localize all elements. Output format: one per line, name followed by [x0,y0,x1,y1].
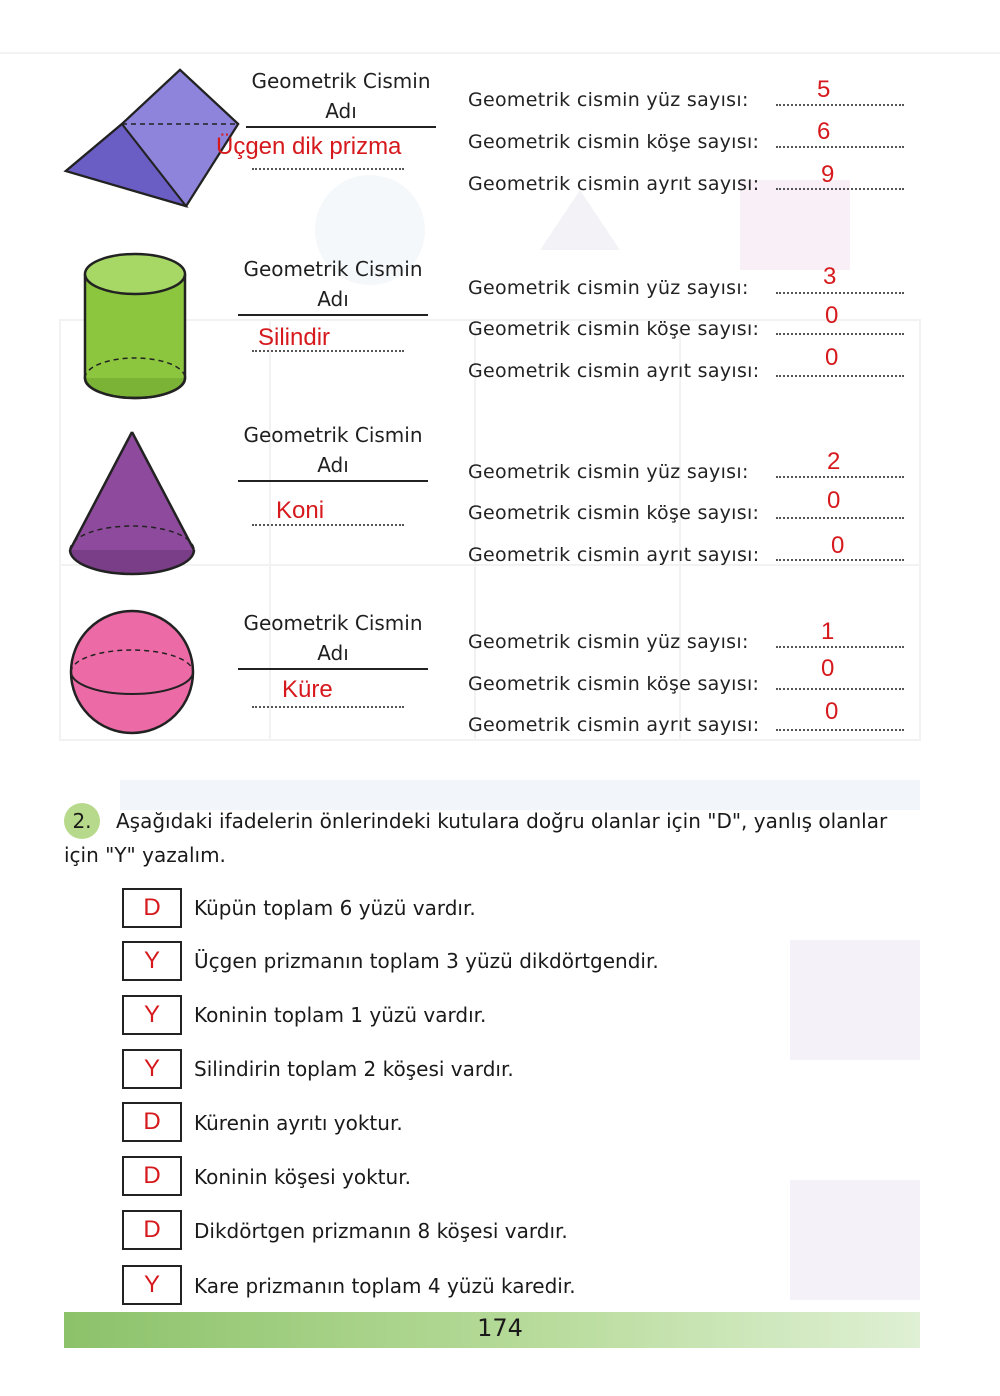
solid-2-edge-label: Geometrik cismin ayrıt sayısı: [468,360,760,382]
solid-1-face-label: Geometrik cismin yüz sayısı: [468,89,749,111]
solid-1-face-dots [776,104,904,106]
cylinder-illustration [82,252,188,402]
solid-3-name-block [238,420,428,482]
answer-box-6[interactable]: D [122,1156,182,1196]
solid-4-face-dots [776,646,904,648]
solid-2-face-value[interactable]: 3 [823,263,837,290]
solid-1-edge-label: Geometrik cismin ayrıt sayısı: [468,173,760,195]
solid-2-face-dots [776,292,904,294]
statement-8: Kare prizmanın toplam 4 yüzü karedir. [194,1274,576,1298]
solid-3-face-dots [776,476,904,478]
solid-3-vertex-dots [776,517,904,519]
solid-2-vertex-label: Geometrik cismin köşe sayısı: [468,318,760,340]
cone-illustration [66,428,198,578]
solid-3-title-line2: Adı [317,453,349,477]
page-number: 174 [477,1314,523,1342]
statement-5: Kürenin ayrıtı yoktur. [194,1111,403,1135]
answer-box-4[interactable]: Y [122,1049,182,1089]
solid-4-face-value[interactable]: 1 [821,618,835,645]
solid-2-vertex-value[interactable]: 0 [825,302,839,329]
solid-3-answer-line [252,524,404,526]
sphere-illustration [68,608,196,736]
solid-4-edge-label: Geometrik cismin ayrıt sayısı: [468,714,760,736]
solid-3-name-underline [238,480,428,482]
solid-2-vertex-dots [776,333,904,335]
answer-box-3[interactable]: Y [122,995,182,1035]
solid-1-edge-dots [776,188,904,190]
solid-2-name-underline [238,314,428,316]
solid-2-edge-value[interactable]: 0 [825,344,839,371]
solid-1-title-line2: Adı [325,99,357,123]
solid-2-edge-dots [776,375,904,377]
solid-4-edge-dots [776,729,904,731]
solid-4-face-label: Geometrik cismin yüz sayısı: [468,631,749,653]
question-2-instruction-line1: Aşağıdaki ifadelerin önlerindeki kutulara doğru olanlar için "D", yanlış olanlar [116,809,888,833]
solid-4-name-block [238,608,428,670]
solid-1-face-value[interactable]: 5 [817,76,831,103]
statement-6: Koninin köşesi yoktur. [194,1165,411,1189]
solid-1-vertex-value[interactable]: 6 [817,118,831,145]
statement-7: Dikdörtgen prizmanın 8 köşesi vardır. [194,1219,568,1243]
question-2-instruction-line2: için "Y" yazalım. [64,843,226,867]
statement-1: Küpün toplam 6 yüzü vardır. [194,896,476,920]
answer-box-1[interactable]: D [122,888,182,928]
solid-2-answer[interactable]: Silindir [258,324,331,351]
solid-4-edge-value[interactable]: 0 [825,698,839,725]
solid-4-answer[interactable]: Küre [282,676,333,703]
statement-3: Koninin toplam 1 yüzü vardır. [194,1003,487,1027]
solid-3-face-value[interactable]: 2 [827,448,841,475]
solid-3-vertex-value[interactable]: 0 [827,487,841,514]
solid-1-vertex-dots [776,146,904,148]
solid-1-edge-value[interactable]: 9 [821,161,835,188]
solid-1-vertex-label: Geometrik cismin köşe sayısı: [468,131,760,153]
solid-4-title-line1: Geometrik Cismin [243,611,423,635]
solid-1-answer-line [252,168,404,170]
triangular-prism-illustration [62,66,242,211]
solid-4-vertex-value[interactable]: 0 [821,655,835,682]
solid-1-name-block [246,66,436,128]
solid-4-vertex-label: Geometrik cismin köşe sayısı: [468,673,760,695]
solid-2-face-label: Geometrik cismin yüz sayısı: [468,277,749,299]
statement-2: Üçgen prizmanın toplam 3 yüzü dikdörtgendir. [194,949,659,973]
question-number-badge: 2. [64,803,100,839]
solid-1-name-underline [246,126,436,128]
solid-3-vertex-label: Geometrik cismin köşe sayısı: [468,502,760,524]
statement-4: Silindirin toplam 2 köşesi vardır. [194,1057,514,1081]
solid-2-name-block [238,254,428,316]
answer-box-2[interactable]: Y [122,941,182,981]
solid-2-title-line2: Adı [317,287,349,311]
solid-4-name-underline [238,668,428,670]
solid-3-face-label: Geometrik cismin yüz sayısı: [468,461,749,483]
solid-3-title-line1: Geometrik Cismin [243,423,423,447]
answer-box-5[interactable]: D [122,1102,182,1142]
solid-4-vertex-dots [776,688,904,690]
solid-3-answer[interactable]: Koni [276,497,325,524]
solid-4-title-line2: Adı [317,641,349,665]
solid-4-answer-line [252,706,404,708]
solid-3-edge-label: Geometrik cismin ayrıt sayısı: [468,544,760,566]
solid-2-title-line1: Geometrik Cismin [243,257,423,281]
answer-box-7[interactable]: D [122,1210,182,1250]
solid-1-title-line1: Geometrik Cismin [251,69,431,93]
solid-3-edge-value[interactable]: 0 [831,532,845,559]
solid-1-answer[interactable]: Üçgen dik prizma [216,133,402,160]
answer-box-8[interactable]: Y [122,1265,182,1305]
